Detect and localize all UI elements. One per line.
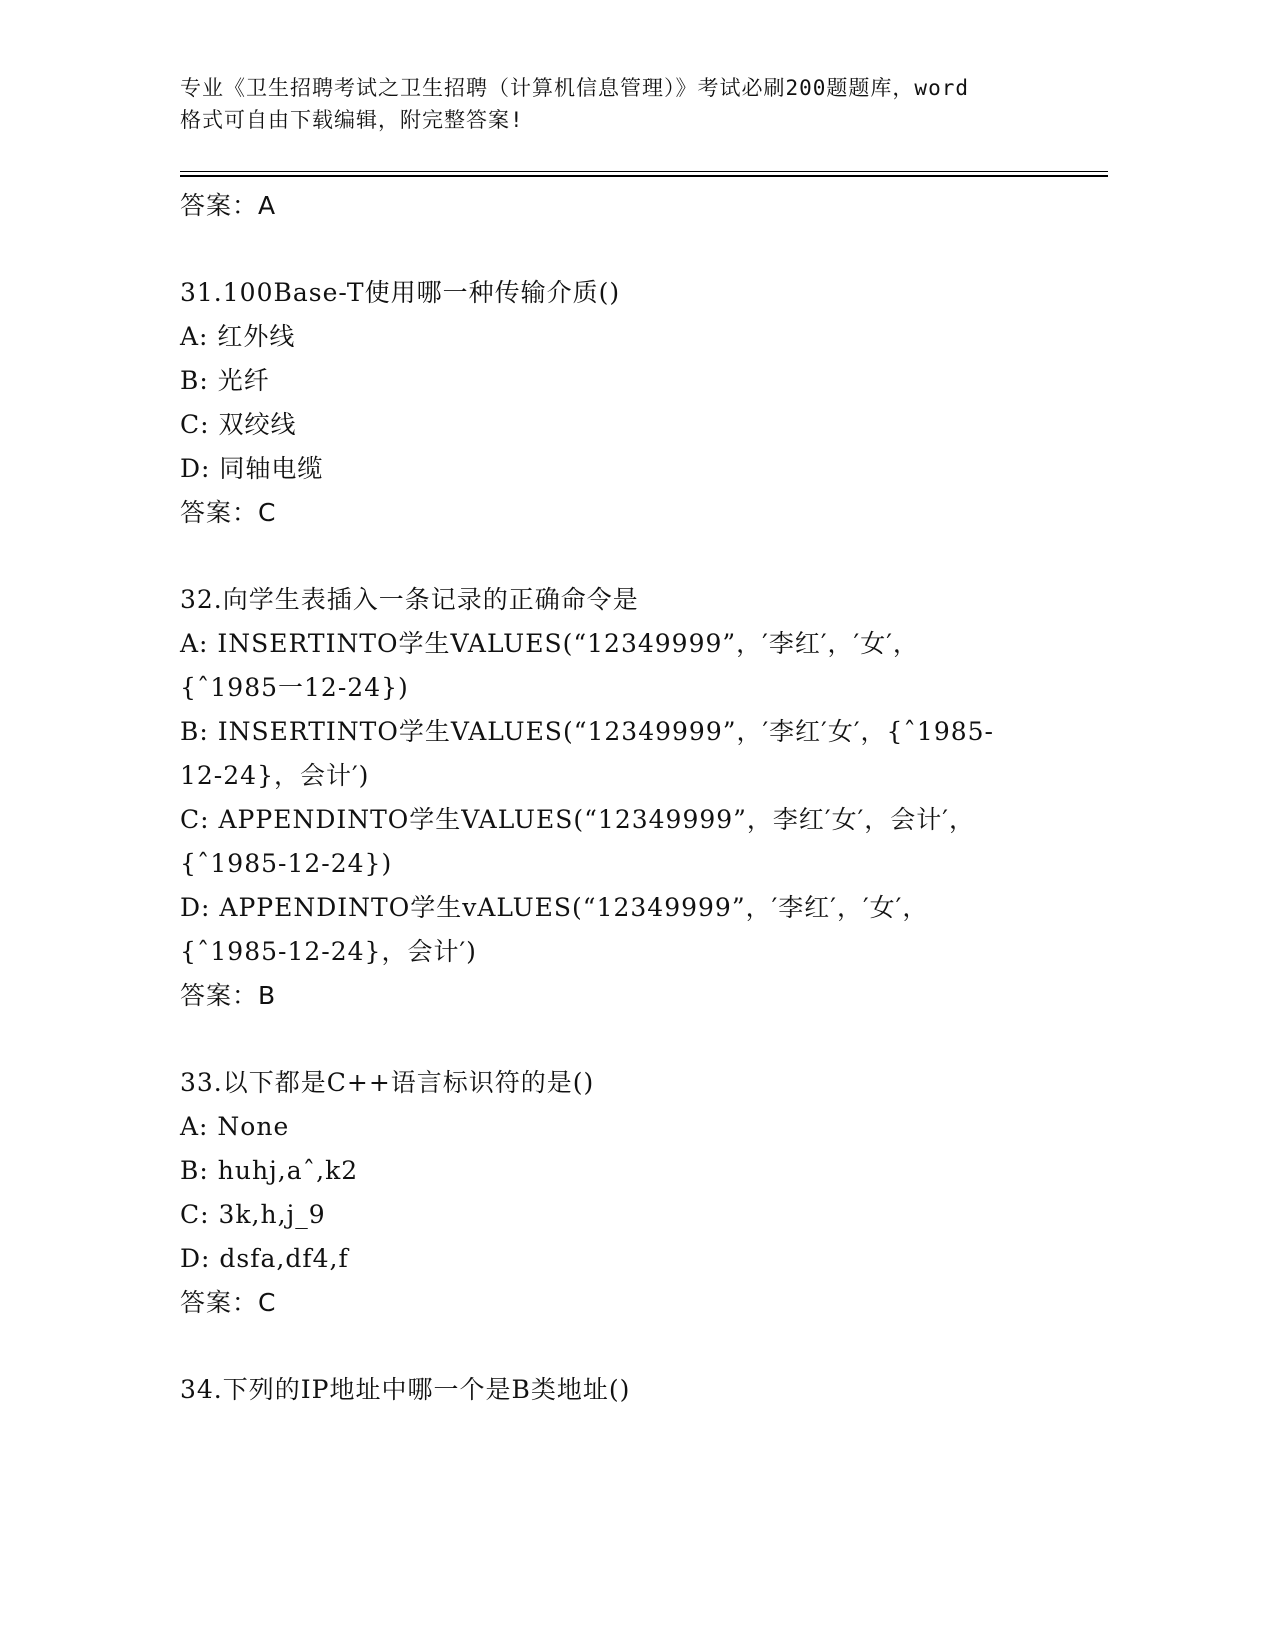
answer-line: 答案：A (180, 191, 277, 220)
document-header (180, 72, 1100, 136)
option-c: C: 3k,h,j_9 (180, 1200, 326, 1229)
answer-line: 答案：C (180, 498, 277, 527)
question-31 (180, 271, 1080, 535)
option-d-continued: {ˆ1985-12-24}，会计′) (180, 937, 477, 966)
question-34 (180, 1368, 1080, 1412)
option-b: B: huhj,aˆ,k2 (180, 1156, 359, 1185)
spacer (180, 1018, 1080, 1061)
spacer (180, 228, 1080, 271)
option-a: A: INSERTINTO学生VALUES(“12349999”，′李红′，′女′， (180, 629, 919, 658)
spacer (180, 535, 1080, 578)
question-stem: 32.向学生表插入一条记录的正确命令是 (180, 585, 639, 614)
question-32 (180, 578, 1080, 1018)
option-c: C: 双绞线 (180, 410, 297, 439)
header-divider-thin (180, 171, 1108, 172)
option-c-continued: {ˆ1985-12-24}) (180, 849, 393, 878)
option-b: B: INSERTINTO学生VALUES(“12349999”，′李红′女′，{ˆ1985- (180, 717, 995, 746)
spacer (180, 1325, 1080, 1368)
question-stem: 34.下列的IP地址中哪一个是B类地址() (180, 1375, 631, 1404)
option-a: A: 红外线 (180, 322, 296, 351)
question-list (180, 184, 1080, 1412)
option-a-continued: {ˆ1985一12-24}) (180, 673, 409, 702)
answer-line: 答案：C (180, 1288, 277, 1317)
answer-line: 答案：B (180, 981, 277, 1010)
option-c: C: APPENDINTO学生VALUES(“12349999”，李红′女′，会计′， (180, 805, 975, 834)
question-stem: 31.100Base-T使用哪一种传输介质() (180, 278, 621, 307)
question-33 (180, 1061, 1080, 1325)
option-d: D: dsfa,df4,f (180, 1244, 349, 1273)
header-line-1: 专业《卫生招聘考试之卫生招聘（计算机信息管理）》考试必刷200题题库，word (180, 76, 969, 100)
question-stem: 33.以下都是C++语言标识符的是() (180, 1068, 595, 1097)
header-line-2: 格式可自由下载编辑，附完整答案! (180, 108, 524, 132)
option-d: D: APPENDINTO学生vALUES(“12349999”，′李红′，′女′， (180, 893, 929, 922)
header-divider-thick (180, 175, 1108, 177)
option-b-continued: 12-24}，会计′) (180, 761, 370, 790)
option-b: B: 光纤 (180, 366, 270, 395)
option-a: A: None (180, 1112, 290, 1141)
option-d: D: 同轴电缆 (180, 454, 324, 483)
